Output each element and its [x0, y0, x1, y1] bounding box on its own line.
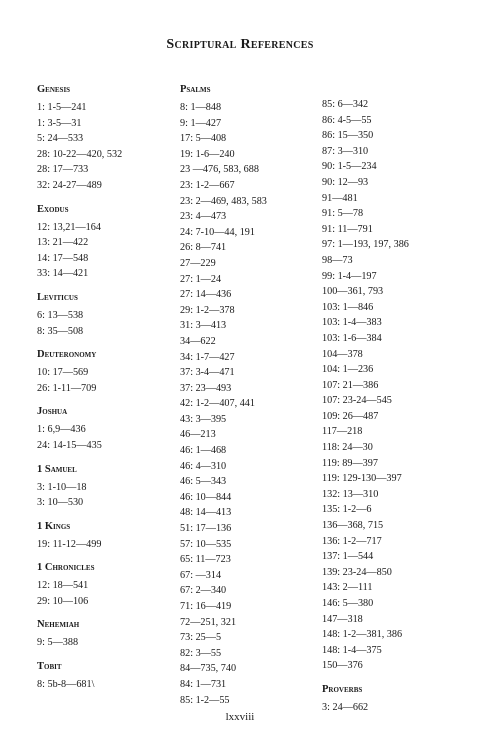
reference-entry: 8: 1—848: [180, 102, 222, 113]
book-heading: 1 Kings: [37, 520, 71, 532]
reference-entry: 103: 1-6—384: [322, 332, 382, 344]
reference-entry: 19: 1-6—240: [180, 148, 235, 160]
reference-entry: 19: 11-12—499: [37, 538, 102, 550]
reference-entry: 139: 23-24—850: [322, 566, 392, 578]
reference-entry: 91: 5—78: [322, 208, 364, 220]
reference-entry: 119: 129-130—397: [322, 473, 402, 485]
reference-entry: 73: 25—5: [180, 632, 222, 644]
reference-entry: 65: 11—723: [180, 554, 231, 566]
reference-entry: 33: 14—421: [37, 268, 89, 280]
book-heading: Proverbs: [322, 683, 363, 695]
reference-entry: 148: 1-2—381, 386: [322, 629, 403, 641]
reference-entry: 103: 1-4—383: [322, 317, 382, 329]
reference-entry: 86: 4-5—55: [322, 114, 372, 126]
reference-entry: 82: 3—55: [180, 647, 222, 659]
reference-entry: 117—218: [322, 426, 363, 438]
reference-entry: 3: 10—530: [37, 497, 84, 509]
column-1: [37, 83, 122, 693]
reference-entry: 42: 1-2—407, 441: [180, 398, 255, 410]
reference-entry: 1: 1-5—241: [37, 102, 87, 113]
reference-entry: 37: 23—493: [180, 382, 232, 394]
reference-entry: 91: 11—791: [322, 223, 373, 235]
reference-entry: 86: 15—350: [322, 130, 374, 142]
reference-entry: 57: 10—535: [180, 538, 232, 550]
reference-entry: 3: 1-10—18: [37, 481, 87, 493]
reference-entry: 5: 24—533: [37, 133, 84, 145]
reference-entry: 85: 6—342: [322, 99, 369, 110]
reference-entry: 3: 24—662: [322, 701, 369, 713]
reference-entry: 24: 7-10—44, 191: [180, 226, 255, 238]
reference-entry: 67: 2—340: [180, 585, 227, 597]
reference-entry: 98—73: [322, 254, 353, 266]
reference-entry: 43: 3—395: [180, 413, 227, 425]
book-heading: Psalms: [180, 84, 211, 95]
reference-entry: 29: 1-2—378: [180, 304, 235, 316]
reference-entry: 9: 5—388: [37, 637, 79, 649]
reference-entry: 46—213: [180, 429, 216, 441]
reference-entry: 136—368, 715: [322, 520, 384, 532]
reference-entry: 27: 14—436: [180, 289, 232, 301]
book-heading: 1 Samuel: [37, 463, 77, 475]
reference-entry: 27—229: [180, 257, 216, 269]
reference-entry: 51: 17—136: [180, 523, 232, 535]
book-heading: Leviticus: [37, 291, 78, 303]
reference-entry: 28: 10-22—420, 532: [37, 148, 123, 160]
reference-entry: 132: 13—310: [322, 488, 379, 500]
reference-entry: 17: 5—408: [180, 133, 227, 145]
reference-entry: 71: 16—419: [180, 601, 232, 612]
reference-entry: 46: 1—468: [180, 445, 227, 457]
reference-entry: 135: 1-2—6: [322, 504, 372, 516]
reference-entry: 23: 1-2—667: [180, 179, 235, 191]
reference-entry: 119: 89—397: [322, 457, 378, 469]
reference-entry: 46: 4—310: [180, 460, 227, 472]
reference-entry: 29: 10—106: [37, 595, 89, 607]
page-number: lxxviii: [225, 711, 255, 723]
reference-entry: 72—251, 321: [180, 616, 237, 628]
reference-entry: 26: 8—741: [180, 242, 227, 254]
reference-entry: 143: 2—111: [322, 582, 373, 594]
reference-entry: 1: 3-5—31: [37, 117, 82, 129]
reference-entry: 90: 12—93: [322, 176, 369, 188]
reference-entry: 12: 18—541: [37, 580, 89, 592]
reference-entry: 148: 1-4—375: [322, 644, 382, 656]
page-title: Scriptural References: [166, 37, 314, 52]
reference-entry: 91—481: [322, 192, 358, 204]
reference-entry: 118: 24—30: [322, 442, 373, 454]
book-heading: Genesis: [37, 84, 71, 95]
reference-entry: 103: 1—846: [322, 301, 374, 313]
reference-entry: 137: 1—544: [322, 551, 374, 563]
reference-entry: 37: 3-4—471: [180, 367, 235, 379]
reference-entry: 23: 2—469, 483, 583: [180, 195, 267, 207]
book-heading: Exodus: [37, 203, 69, 215]
reference-entry: 84: 1—731: [180, 678, 227, 690]
reference-entry: 67: —314: [180, 569, 222, 581]
reference-entry: 107: 23-24—545: [322, 395, 392, 407]
reference-entry: 10: 17—569: [37, 367, 89, 379]
reference-entry: 6: 13—538: [37, 309, 84, 321]
reference-entry: 48: 14—413: [180, 507, 232, 519]
reference-entry: 34: 1-7—427: [180, 351, 235, 363]
reference-entry: 1: 6,9—436: [37, 424, 86, 436]
reference-entry: 99: 1-4—197: [322, 270, 377, 282]
reference-entry: 147—318: [322, 613, 363, 625]
reference-entry: 85: 1-2—55: [180, 694, 230, 706]
book-heading: 1 Chronicles: [37, 562, 95, 574]
reference-entry: 90: 1-5—234: [322, 161, 377, 173]
reference-entry: 27: 1—24: [180, 273, 222, 285]
book-heading: Tobit: [37, 661, 62, 673]
reference-entry: 104—378: [322, 348, 363, 360]
reference-entry: 8: 5b-8—681\: [37, 679, 95, 691]
reference-entry: 12: 13,21—164: [37, 221, 101, 233]
reference-entry: 97: 1—193, 197, 386: [322, 239, 409, 251]
book-heading: Joshua: [37, 406, 68, 418]
reference-entry: 100—361, 793: [322, 286, 384, 298]
reference-entry: 109: 26—487: [322, 410, 379, 422]
reference-entry: 34—622: [180, 335, 216, 347]
reference-entry: 31: 3—413: [180, 320, 227, 332]
reference-entry: 23 —476, 583, 688: [180, 164, 259, 176]
column-3: [322, 97, 409, 716]
reference-entry: 32: 24-27—489: [37, 179, 102, 191]
reference-entry: 107: 21—386: [322, 379, 379, 391]
reference-entry: 26: 1-11—709: [37, 382, 97, 394]
reference-entry: 104: 1—236: [322, 364, 374, 376]
column-2: [180, 83, 267, 708]
reference-entry: 8: 35—508: [37, 325, 84, 337]
reference-entry: 150—376: [322, 660, 363, 672]
reference-entry: 23: 4—473: [180, 211, 227, 223]
book-heading: Deuteronomy: [37, 349, 97, 361]
reference-entry: 136: 1-2—717: [322, 535, 382, 547]
reference-entry: 28: 17—733: [37, 164, 89, 176]
reference-entry: 46: 10—844: [180, 491, 232, 503]
reference-entry: 14: 17—548: [37, 252, 89, 264]
reference-entry: 146: 5—380: [322, 598, 374, 609]
reference-entry: 24: 14-15—435: [37, 439, 102, 451]
reference-entry: 13: 21—422: [37, 237, 89, 249]
reference-entry: 87: 3—310: [322, 145, 369, 157]
reference-entry: 9: 1—427: [180, 117, 222, 129]
book-heading: Nehemiah: [37, 619, 80, 631]
reference-entry: 46: 5—343: [180, 476, 227, 488]
reference-entry: 84—735, 740: [180, 663, 237, 675]
